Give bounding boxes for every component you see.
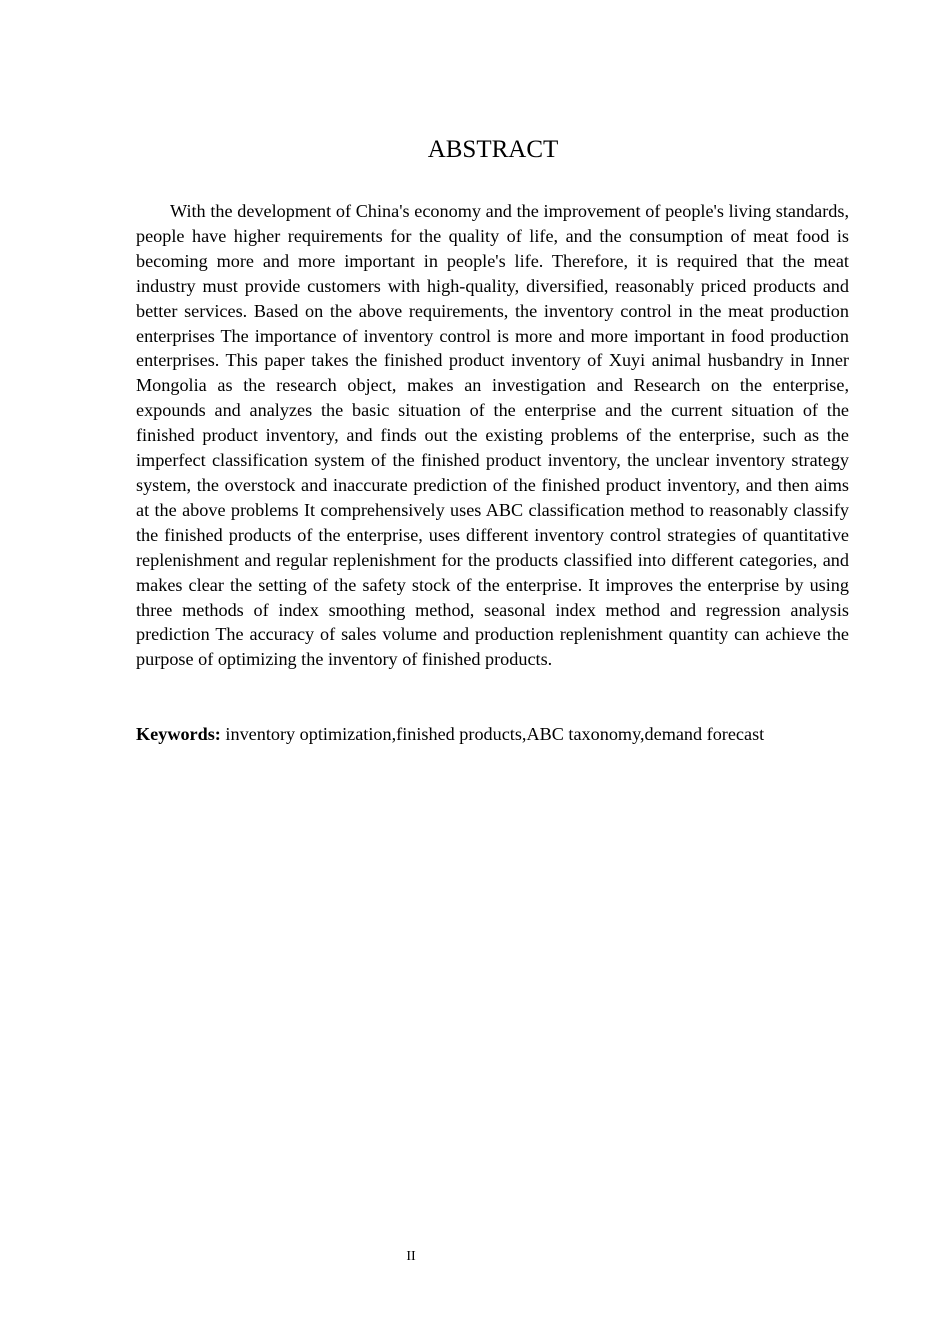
keywords-text: inventory optimization,finished products,ABC taxonomy,demand forecast [220,724,765,744]
abstract-body: With the development of China's economy and the improvement of people's living standards, people have higher requirements for the quality of life, and the consumption of meat food is becoming more and more important in people's life. Therefore, it is required that the meat industry must provide customers with high-quality, diversified, reasonably priced products and better services. Based on the above requirements, the inventory control in the meat production enterprises The importance of inventory control is more and more important in food production enterprises. This paper takes the finished product inventory of Xuyi animal husbandry in Inner Mongolia as the research object, makes an investigation and Research on the enterprise, expounds and analyzes the basic situation of the enterprise and the current situation of the finished product inventory, and finds out the existing problems of the enterprise, such as the imperfect classification system of the finished product inventory, the unclear inventory strategy system, the overstock and inaccurate prediction of the finished product inventory, and then aims at the above problems It comprehensively uses ABC classification method to reasonably classify the finished products of the enterprise, uses different inventory control strategies of quantitative replenishment and regular replenishment for the products classified into different categories, and makes clear the setting of the safety stock of the enterprise. It improves the enterprise by using three methods of index smoothing method, seasonal index method and regression analysis prediction The accuracy of sales volume and production replenishment quantity can achieve the purpose of optimizing the inventory of finished products. [136,201,849,670]
abstract-title: ABSTRACT [427,136,559,163]
keywords-label: Keywords: [136,724,221,744]
keywords-line [136,722,849,747]
page-number: II [406,1249,416,1264]
